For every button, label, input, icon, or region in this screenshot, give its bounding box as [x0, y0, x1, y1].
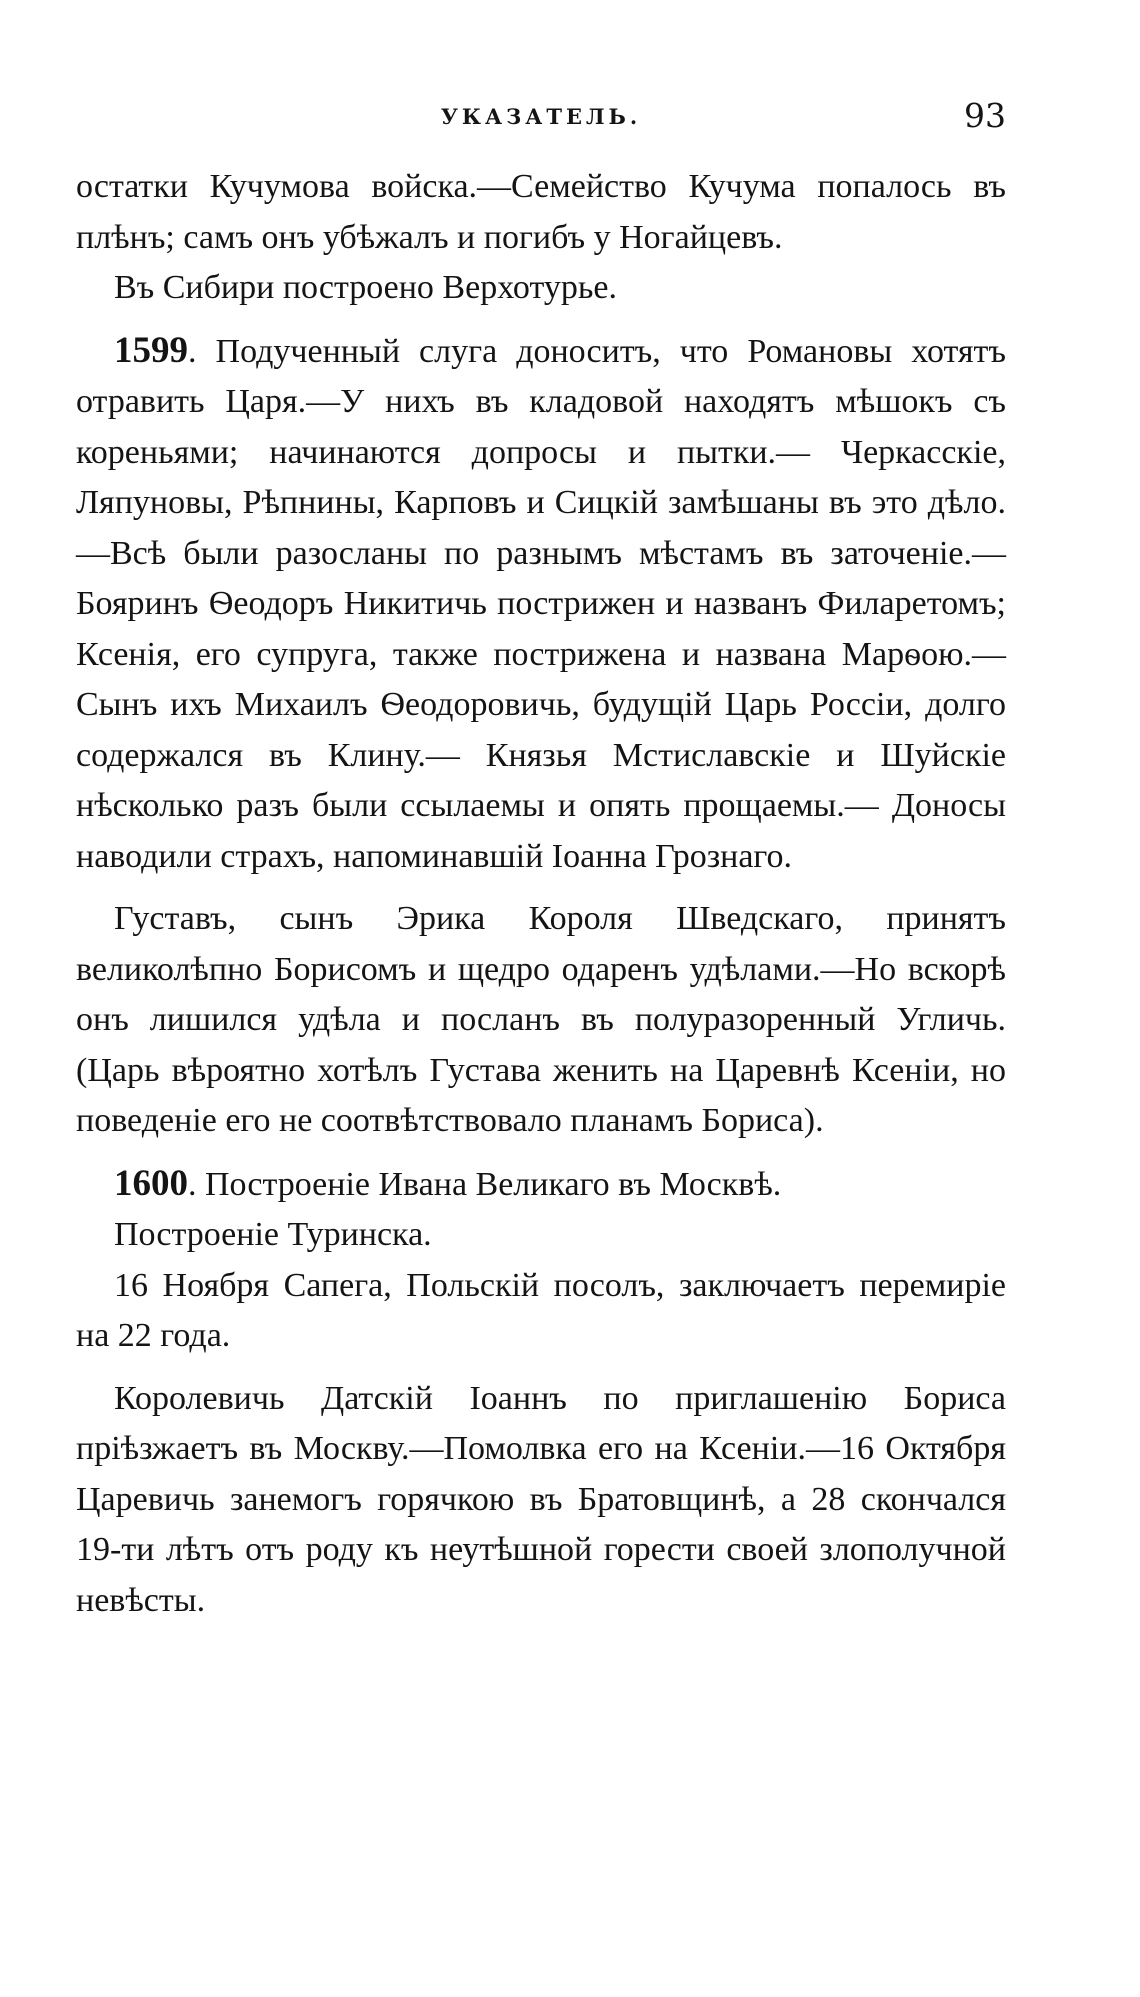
paragraph-text: 16 Ноября Сапега, Польскій посолъ, заключаетъ перемиріе на 22 года.	[76, 1266, 1006, 1354]
running-head	[76, 96, 1006, 140]
paragraph-text: . Подученный слуга доноситъ, что Романовы хотятъ отравить Царя.—У нихъ въ кладовой находятъ мѣшокъ съ кореньями; начинаются допросы и пытки.— Черкасскіе, Ляпуновы, Рѣпнины, Карповъ и Сицкій замѣшаны въ это дѣло.—Всѣ были разосланы по разнымъ мѣстамъ въ заточеніе.— Бояринъ Ѳеодоръ Никитичь пострижен и названъ Филаретомъ; Ксенія, его супруга, также пострижена и названа Марѳою.— Сынъ ихъ Михаилъ Ѳеодоровичь, будущій Царь Россіи, долго содержался въ Клину.— Князья Мстиславскіе и Шуйскіе нѣсколько разъ были ссылаемы и опять прощаемы.— Доносы наводили страхъ, напоминавшій Іоанна Грознаго.	[76, 332, 1006, 875]
paragraph-text: Густавъ, сынъ Эрика Короля Шведскаго, принятъ великолѣпно Борисомъ и щедро одаренъ удѣлами.—Но вскорѣ онъ лишился удѣла и посланъ въ полуразоренный Угличь. (Царь вѣроятно хотѣлъ Густава женить на Царевнѣ Ксеніи, но поведеніе его не соотвѣтствовало планамъ Бориса).	[76, 900, 1006, 1139]
paragraph-text: остатки Кучумова войска.—Семейство Кучума попалось въ плѣнъ; самъ онъ убѣжалъ и погибъ у Ногайцевъ.	[76, 168, 1006, 256]
paragraph-continuation	[76, 162, 1006, 263]
paragraph-verkhoturye	[76, 263, 1006, 314]
paragraph-turinsk	[76, 1210, 1006, 1261]
paragraph-text: . Построеніе Ивана Великаго въ Москвѣ.	[188, 1165, 782, 1203]
running-title: УКАЗАТЕЛЬ.	[440, 104, 642, 129]
paragraph-1600	[76, 1159, 1006, 1211]
paragraph-text: Построеніе Туринска.	[114, 1216, 432, 1253]
paragraph-sapega	[76, 1261, 1006, 1362]
paragraph-ioann	[76, 1374, 1006, 1627]
page-number: 93	[964, 96, 1006, 135]
paragraph-1599	[76, 326, 1006, 883]
paragraph-text: Королевичь Датскій Іоаннъ по приглашенію Бориса пріѣзжаетъ въ Москву.—Помолвка его на Ксеніи.—16 Октября Царевичь занемогъ горячкою въ Братовщинѣ, а 28 скончался 19-ти лѣтъ отъ роду къ неутѣшной горести своей злополучной невѣсты.	[76, 1379, 1006, 1619]
text-block	[76, 162, 1006, 1626]
paragraph-text: Въ Сибири построено Верхотурье.	[114, 269, 617, 306]
paragraph-gustav	[76, 894, 1006, 1147]
year-heading: 1600	[114, 1162, 188, 1204]
year-heading: 1599	[114, 329, 188, 371]
